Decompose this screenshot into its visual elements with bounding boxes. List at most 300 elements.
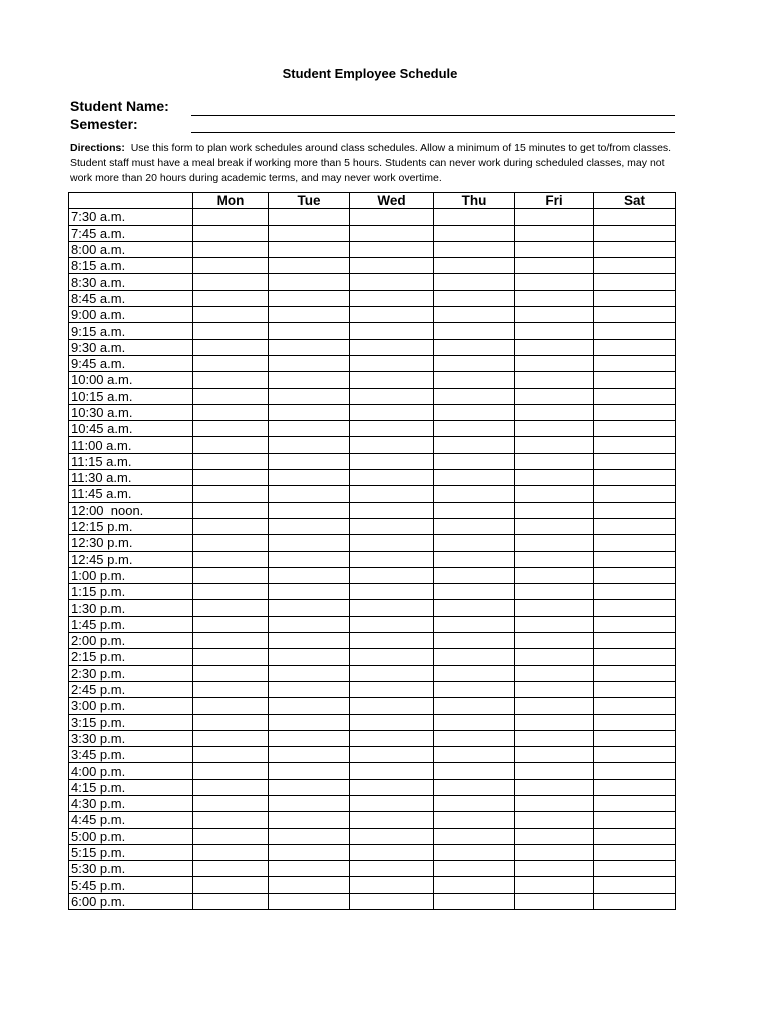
schedule-cell-tue[interactable] xyxy=(269,698,350,714)
schedule-cell-sat[interactable] xyxy=(594,812,676,828)
schedule-cell-thu[interactable] xyxy=(434,388,515,404)
schedule-cell-tue[interactable] xyxy=(269,600,350,616)
schedule-cell-fri[interactable] xyxy=(515,486,594,502)
schedule-cell-mon[interactable] xyxy=(193,633,269,649)
schedule-cell-tue[interactable] xyxy=(269,502,350,518)
schedule-cell-thu[interactable] xyxy=(434,616,515,632)
schedule-cell-wed[interactable] xyxy=(350,600,434,616)
schedule-cell-thu[interactable] xyxy=(434,828,515,844)
table-row xyxy=(69,470,676,486)
schedule-cell-mon[interactable] xyxy=(193,779,269,795)
table-row xyxy=(69,388,676,404)
schedule-cell-mon[interactable] xyxy=(193,698,269,714)
schedule-cell-wed[interactable] xyxy=(350,665,434,681)
schedule-cell-sat[interactable] xyxy=(594,421,676,437)
schedule-cell-mon[interactable] xyxy=(193,437,269,453)
day-header-wed: Wed xyxy=(350,193,434,209)
schedule-cell-thu[interactable] xyxy=(434,274,515,290)
schedule-cell-wed[interactable] xyxy=(350,763,434,779)
schedule-cell-wed[interactable] xyxy=(350,828,434,844)
table-row xyxy=(69,567,676,583)
schedule-cell-sat[interactable] xyxy=(594,209,676,225)
schedule-cell-thu[interactable] xyxy=(434,372,515,388)
schedule-cell-fri[interactable] xyxy=(515,470,594,486)
schedule-cell-sat[interactable] xyxy=(594,828,676,844)
schedule-cell-mon[interactable] xyxy=(193,893,269,909)
schedule-cell-thu[interactable] xyxy=(434,747,515,763)
directions-label: Directions: xyxy=(70,142,125,154)
schedule-cell-sat[interactable] xyxy=(594,518,676,534)
schedule-cell-fri[interactable] xyxy=(515,828,594,844)
schedule-cell-sat[interactable] xyxy=(594,274,676,290)
schedule-cell-tue[interactable] xyxy=(269,225,350,241)
schedule-cell-thu[interactable] xyxy=(434,290,515,306)
schedule-cell-mon[interactable] xyxy=(193,551,269,567)
schedule-cell-wed[interactable] xyxy=(350,714,434,730)
schedule-cell-wed[interactable] xyxy=(350,209,434,225)
schedule-cell-thu[interactable] xyxy=(434,339,515,355)
schedule-cell-tue[interactable] xyxy=(269,209,350,225)
schedule-cell-tue[interactable] xyxy=(269,535,350,551)
schedule-cell-tue[interactable] xyxy=(269,339,350,355)
day-header-tue: Tue xyxy=(269,193,350,209)
schedule-cell-tue[interactable] xyxy=(269,274,350,290)
schedule-cell-thu[interactable] xyxy=(434,437,515,453)
schedule-cell-mon[interactable] xyxy=(193,290,269,306)
schedule-cell-fri[interactable] xyxy=(515,518,594,534)
schedule-cell-thu[interactable] xyxy=(434,323,515,339)
schedule-cell-sat[interactable] xyxy=(594,681,676,697)
schedule-cell-tue[interactable] xyxy=(269,584,350,600)
table-row xyxy=(69,616,676,632)
schedule-cell-thu[interactable] xyxy=(434,877,515,893)
schedule-cell-thu[interactable] xyxy=(434,518,515,534)
schedule-cell-fri[interactable] xyxy=(515,209,594,225)
schedule-cell-fri[interactable] xyxy=(515,698,594,714)
schedule-cell-fri[interactable] xyxy=(515,355,594,371)
time-label: 12:45 p.m. xyxy=(69,551,193,567)
schedule-cell-tue[interactable] xyxy=(269,307,350,323)
schedule-cell-sat[interactable] xyxy=(594,616,676,632)
schedule-cell-tue[interactable] xyxy=(269,714,350,730)
schedule-cell-sat[interactable] xyxy=(594,763,676,779)
schedule-cell-sat[interactable] xyxy=(594,567,676,583)
table-row xyxy=(69,681,676,697)
schedule-cell-fri[interactable] xyxy=(515,681,594,697)
schedule-cell-sat[interactable] xyxy=(594,241,676,257)
schedule-cell-wed[interactable] xyxy=(350,616,434,632)
schedule-cell-fri[interactable] xyxy=(515,600,594,616)
schedule-cell-mon[interactable] xyxy=(193,258,269,274)
schedule-cell-fri[interactable] xyxy=(515,633,594,649)
schedule-cell-mon[interactable] xyxy=(193,828,269,844)
schedule-cell-mon[interactable] xyxy=(193,486,269,502)
schedule-cell-mon[interactable] xyxy=(193,274,269,290)
schedule-cell-sat[interactable] xyxy=(594,225,676,241)
schedule-cell-sat[interactable] xyxy=(594,877,676,893)
schedule-cell-tue[interactable] xyxy=(269,258,350,274)
schedule-cell-wed[interactable] xyxy=(350,633,434,649)
schedule-cell-sat[interactable] xyxy=(594,355,676,371)
schedule-cell-tue[interactable] xyxy=(269,355,350,371)
schedule-cell-fri[interactable] xyxy=(515,812,594,828)
schedule-cell-tue[interactable] xyxy=(269,649,350,665)
schedule-cell-mon[interactable] xyxy=(193,584,269,600)
schedule-cell-thu[interactable] xyxy=(434,404,515,420)
schedule-cell-tue[interactable] xyxy=(269,795,350,811)
schedule-cell-tue[interactable] xyxy=(269,616,350,632)
schedule-cell-sat[interactable] xyxy=(594,486,676,502)
time-label: 12:00 noon. xyxy=(69,502,193,518)
schedule-cell-mon[interactable] xyxy=(193,470,269,486)
schedule-cell-sat[interactable] xyxy=(594,665,676,681)
schedule-cell-wed[interactable] xyxy=(350,307,434,323)
schedule-cell-tue[interactable] xyxy=(269,633,350,649)
schedule-cell-mon[interactable] xyxy=(193,844,269,860)
schedule-cell-tue[interactable] xyxy=(269,404,350,420)
semester-field[interactable] xyxy=(191,132,675,133)
schedule-cell-mon[interactable] xyxy=(193,404,269,420)
schedule-cell-thu[interactable] xyxy=(434,763,515,779)
schedule-cell-tue[interactable] xyxy=(269,893,350,909)
time-label: 7:30 a.m. xyxy=(69,209,193,225)
schedule-cell-fri[interactable] xyxy=(515,649,594,665)
schedule-cell-fri[interactable] xyxy=(515,844,594,860)
schedule-cell-wed[interactable] xyxy=(350,584,434,600)
student-name-field[interactable] xyxy=(191,115,675,116)
schedule-cell-sat[interactable] xyxy=(594,339,676,355)
schedule-cell-wed[interactable] xyxy=(350,372,434,388)
schedule-cell-sat[interactable] xyxy=(594,551,676,567)
schedule-cell-sat[interactable] xyxy=(594,893,676,909)
schedule-cell-mon[interactable] xyxy=(193,518,269,534)
schedule-cell-thu[interactable] xyxy=(434,795,515,811)
schedule-cell-tue[interactable] xyxy=(269,567,350,583)
schedule-cell-wed[interactable] xyxy=(350,747,434,763)
schedule-cell-sat[interactable] xyxy=(594,714,676,730)
time-label: 8:00 a.m. xyxy=(69,241,193,257)
schedule-cell-mon[interactable] xyxy=(193,861,269,877)
schedule-cell-mon[interactable] xyxy=(193,812,269,828)
schedule-cell-mon[interactable] xyxy=(193,307,269,323)
schedule-cell-tue[interactable] xyxy=(269,518,350,534)
schedule-cell-fri[interactable] xyxy=(515,795,594,811)
schedule-cell-sat[interactable] xyxy=(594,633,676,649)
schedule-cell-mon[interactable] xyxy=(193,567,269,583)
schedule-cell-thu[interactable] xyxy=(434,600,515,616)
schedule-cell-wed[interactable] xyxy=(350,844,434,860)
schedule-cell-tue[interactable] xyxy=(269,551,350,567)
time-label: 4:30 p.m. xyxy=(69,795,193,811)
schedule-cell-fri[interactable] xyxy=(515,437,594,453)
schedule-cell-sat[interactable] xyxy=(594,502,676,518)
schedule-cell-fri[interactable] xyxy=(515,502,594,518)
schedule-cell-sat[interactable] xyxy=(594,861,676,877)
schedule-cell-thu[interactable] xyxy=(434,584,515,600)
time-label: 12:15 p.m. xyxy=(69,518,193,534)
schedule-cell-thu[interactable] xyxy=(434,453,515,469)
schedule-cell-mon[interactable] xyxy=(193,355,269,371)
schedule-cell-wed[interactable] xyxy=(350,535,434,551)
table-row xyxy=(69,747,676,763)
schedule-cell-mon[interactable] xyxy=(193,225,269,241)
time-label: 11:15 a.m. xyxy=(69,453,193,469)
schedule-cell-wed[interactable] xyxy=(350,453,434,469)
schedule-cell-tue[interactable] xyxy=(269,779,350,795)
schedule-cell-sat[interactable] xyxy=(594,470,676,486)
schedule-cell-mon[interactable] xyxy=(193,649,269,665)
schedule-cell-sat[interactable] xyxy=(594,453,676,469)
schedule-cell-fri[interactable] xyxy=(515,307,594,323)
schedule-cell-mon[interactable] xyxy=(193,747,269,763)
schedule-cell-sat[interactable] xyxy=(594,323,676,339)
time-label: 9:30 a.m. xyxy=(69,339,193,355)
schedule-cell-sat[interactable] xyxy=(594,779,676,795)
schedule-cell-wed[interactable] xyxy=(350,861,434,877)
table-row xyxy=(69,225,676,241)
schedule-cell-tue[interactable] xyxy=(269,421,350,437)
schedule-cell-fri[interactable] xyxy=(515,893,594,909)
schedule-cell-sat[interactable] xyxy=(594,307,676,323)
schedule-cell-tue[interactable] xyxy=(269,290,350,306)
schedule-cell-thu[interactable] xyxy=(434,241,515,257)
schedule-cell-thu[interactable] xyxy=(434,258,515,274)
schedule-cell-wed[interactable] xyxy=(350,502,434,518)
schedule-cell-mon[interactable] xyxy=(193,795,269,811)
schedule-cell-thu[interactable] xyxy=(434,844,515,860)
schedule-cell-tue[interactable] xyxy=(269,763,350,779)
schedule-cell-wed[interactable] xyxy=(350,551,434,567)
schedule-cell-fri[interactable] xyxy=(515,616,594,632)
schedule-cell-fri[interactable] xyxy=(515,274,594,290)
schedule-cell-mon[interactable] xyxy=(193,681,269,697)
schedule-cell-tue[interactable] xyxy=(269,665,350,681)
schedule-cell-fri[interactable] xyxy=(515,877,594,893)
schedule-cell-mon[interactable] xyxy=(193,209,269,225)
schedule-cell-tue[interactable] xyxy=(269,372,350,388)
schedule-cell-wed[interactable] xyxy=(350,225,434,241)
schedule-cell-sat[interactable] xyxy=(594,649,676,665)
schedule-cell-wed[interactable] xyxy=(350,421,434,437)
schedule-cell-sat[interactable] xyxy=(594,844,676,860)
table-row xyxy=(69,209,676,225)
schedule-cell-thu[interactable] xyxy=(434,649,515,665)
schedule-cell-thu[interactable] xyxy=(434,551,515,567)
schedule-cell-tue[interactable] xyxy=(269,241,350,257)
schedule-cell-tue[interactable] xyxy=(269,388,350,404)
schedule-cell-mon[interactable] xyxy=(193,241,269,257)
schedule-cell-mon[interactable] xyxy=(193,665,269,681)
schedule-cell-wed[interactable] xyxy=(350,893,434,909)
schedule-cell-thu[interactable] xyxy=(434,779,515,795)
schedule-cell-fri[interactable] xyxy=(515,763,594,779)
schedule-cell-fri[interactable] xyxy=(515,779,594,795)
schedule-cell-wed[interactable] xyxy=(350,437,434,453)
schedule-cell-fri[interactable] xyxy=(515,714,594,730)
schedule-cell-fri[interactable] xyxy=(515,421,594,437)
table-row xyxy=(69,437,676,453)
schedule-cell-wed[interactable] xyxy=(350,649,434,665)
time-label: 5:15 p.m. xyxy=(69,844,193,860)
schedule-cell-fri[interactable] xyxy=(515,290,594,306)
schedule-cell-thu[interactable] xyxy=(434,893,515,909)
schedule-cell-sat[interactable] xyxy=(594,258,676,274)
schedule-cell-wed[interactable] xyxy=(350,404,434,420)
schedule-cell-thu[interactable] xyxy=(434,714,515,730)
schedule-cell-thu[interactable] xyxy=(434,470,515,486)
schedule-cell-fri[interactable] xyxy=(515,551,594,567)
schedule-cell-tue[interactable] xyxy=(269,437,350,453)
schedule-cell-mon[interactable] xyxy=(193,388,269,404)
schedule-cell-wed[interactable] xyxy=(350,388,434,404)
schedule-cell-tue[interactable] xyxy=(269,861,350,877)
time-label: 3:30 p.m. xyxy=(69,730,193,746)
time-label: 10:30 a.m. xyxy=(69,404,193,420)
table-row xyxy=(69,584,676,600)
directions-text: Use this form to plan work schedules around class schedules. Allow a minimum of 15 minutes to get to/from classes. Student staff must have a meal break if working more than 5 hours. Students can never work during scheduled classes, may not work more than 20 hours during academic terms, and may never work overtime. xyxy=(70,142,672,184)
table-row xyxy=(69,290,676,306)
schedule-cell-wed[interactable] xyxy=(350,470,434,486)
schedule-cell-fri[interactable] xyxy=(515,388,594,404)
schedule-cell-wed[interactable] xyxy=(350,323,434,339)
schedule-cell-tue[interactable] xyxy=(269,877,350,893)
table-row xyxy=(69,730,676,746)
schedule-cell-sat[interactable] xyxy=(594,437,676,453)
schedule-cell-wed[interactable] xyxy=(350,355,434,371)
schedule-cell-tue[interactable] xyxy=(269,828,350,844)
schedule-cell-wed[interactable] xyxy=(350,812,434,828)
schedule-cell-thu[interactable] xyxy=(434,225,515,241)
schedule-cell-sat[interactable] xyxy=(594,404,676,420)
time-label: 4:15 p.m. xyxy=(69,779,193,795)
schedule-cell-wed[interactable] xyxy=(350,518,434,534)
schedule-cell-mon[interactable] xyxy=(193,453,269,469)
schedule-cell-tue[interactable] xyxy=(269,747,350,763)
time-label: 3:15 p.m. xyxy=(69,714,193,730)
schedule-cell-sat[interactable] xyxy=(594,535,676,551)
schedule-cell-tue[interactable] xyxy=(269,812,350,828)
schedule-cell-sat[interactable] xyxy=(594,600,676,616)
schedule-cell-thu[interactable] xyxy=(434,665,515,681)
schedule-cell-wed[interactable] xyxy=(350,730,434,746)
schedule-cell-tue[interactable] xyxy=(269,323,350,339)
schedule-cell-fri[interactable] xyxy=(515,861,594,877)
schedule-cell-fri[interactable] xyxy=(515,404,594,420)
schedule-cell-sat[interactable] xyxy=(594,747,676,763)
schedule-cell-sat[interactable] xyxy=(594,290,676,306)
schedule-cell-mon[interactable] xyxy=(193,616,269,632)
schedule-cell-tue[interactable] xyxy=(269,681,350,697)
schedule-cell-mon[interactable] xyxy=(193,714,269,730)
schedule-cell-thu[interactable] xyxy=(434,681,515,697)
schedule-cell-fri[interactable] xyxy=(515,453,594,469)
schedule-cell-mon[interactable] xyxy=(193,877,269,893)
schedule-cell-tue[interactable] xyxy=(269,844,350,860)
schedule-cell-sat[interactable] xyxy=(594,388,676,404)
schedule-cell-fri[interactable] xyxy=(515,567,594,583)
schedule-cell-thu[interactable] xyxy=(434,209,515,225)
schedule-cell-wed[interactable] xyxy=(350,339,434,355)
schedule-cell-mon[interactable] xyxy=(193,730,269,746)
schedule-cell-sat[interactable] xyxy=(594,698,676,714)
schedule-cell-fri[interactable] xyxy=(515,258,594,274)
schedule-cell-fri[interactable] xyxy=(515,584,594,600)
table-row xyxy=(69,714,676,730)
schedule-cell-tue[interactable] xyxy=(269,470,350,486)
schedule-cell-wed[interactable] xyxy=(350,877,434,893)
schedule-cell-tue[interactable] xyxy=(269,453,350,469)
schedule-cell-fri[interactable] xyxy=(515,730,594,746)
table-row xyxy=(69,404,676,420)
schedule-cell-wed[interactable] xyxy=(350,486,434,502)
schedule-cell-mon[interactable] xyxy=(193,323,269,339)
schedule-cell-thu[interactable] xyxy=(434,486,515,502)
table-row xyxy=(69,861,676,877)
time-label: 6:00 p.m. xyxy=(69,893,193,909)
schedule-cell-fri[interactable] xyxy=(515,323,594,339)
schedule-cell-mon[interactable] xyxy=(193,339,269,355)
schedule-cell-tue[interactable] xyxy=(269,730,350,746)
schedule-cell-thu[interactable] xyxy=(434,730,515,746)
schedule-cell-thu[interactable] xyxy=(434,812,515,828)
schedule-cell-sat[interactable] xyxy=(594,795,676,811)
schedule-cell-fri[interactable] xyxy=(515,747,594,763)
schedule-cell-tue[interactable] xyxy=(269,486,350,502)
table-row xyxy=(69,372,676,388)
schedule-cell-thu[interactable] xyxy=(434,355,515,371)
schedule-cell-fri[interactable] xyxy=(515,535,594,551)
schedule-cell-wed[interactable] xyxy=(350,795,434,811)
schedule-cell-thu[interactable] xyxy=(434,567,515,583)
table-row xyxy=(69,274,676,290)
schedule-cell-thu[interactable] xyxy=(434,535,515,551)
schedule-cell-mon[interactable] xyxy=(193,600,269,616)
schedule-cell-thu[interactable] xyxy=(434,421,515,437)
schedule-cell-fri[interactable] xyxy=(515,241,594,257)
schedule-cell-wed[interactable] xyxy=(350,567,434,583)
schedule-cell-mon[interactable] xyxy=(193,763,269,779)
schedule-cell-sat[interactable] xyxy=(594,372,676,388)
schedule-cell-sat[interactable] xyxy=(594,730,676,746)
schedule-cell-mon[interactable] xyxy=(193,372,269,388)
table-row xyxy=(69,551,676,567)
schedule-cell-wed[interactable] xyxy=(350,779,434,795)
schedule-cell-thu[interactable] xyxy=(434,861,515,877)
table-row xyxy=(69,421,676,437)
schedule-cell-fri[interactable] xyxy=(515,665,594,681)
schedule-cell-thu[interactable] xyxy=(434,698,515,714)
schedule-cell-mon[interactable] xyxy=(193,535,269,551)
schedule-cell-wed[interactable] xyxy=(350,241,434,257)
schedule-cell-wed[interactable] xyxy=(350,290,434,306)
schedule-cell-thu[interactable] xyxy=(434,502,515,518)
schedule-cell-thu[interactable] xyxy=(434,633,515,649)
schedule-cell-fri[interactable] xyxy=(515,372,594,388)
schedule-cell-mon[interactable] xyxy=(193,421,269,437)
header-row xyxy=(69,193,676,209)
schedule-cell-wed[interactable] xyxy=(350,258,434,274)
schedule-cell-wed[interactable] xyxy=(350,274,434,290)
time-label: 9:00 a.m. xyxy=(69,307,193,323)
schedule-cell-mon[interactable] xyxy=(193,502,269,518)
schedule-cell-wed[interactable] xyxy=(350,681,434,697)
schedule-cell-wed[interactable] xyxy=(350,698,434,714)
table-row xyxy=(69,241,676,257)
schedule-cell-thu[interactable] xyxy=(434,307,515,323)
schedule-cell-fri[interactable] xyxy=(515,225,594,241)
schedule-cell-fri[interactable] xyxy=(515,339,594,355)
schedule-cell-sat[interactable] xyxy=(594,584,676,600)
